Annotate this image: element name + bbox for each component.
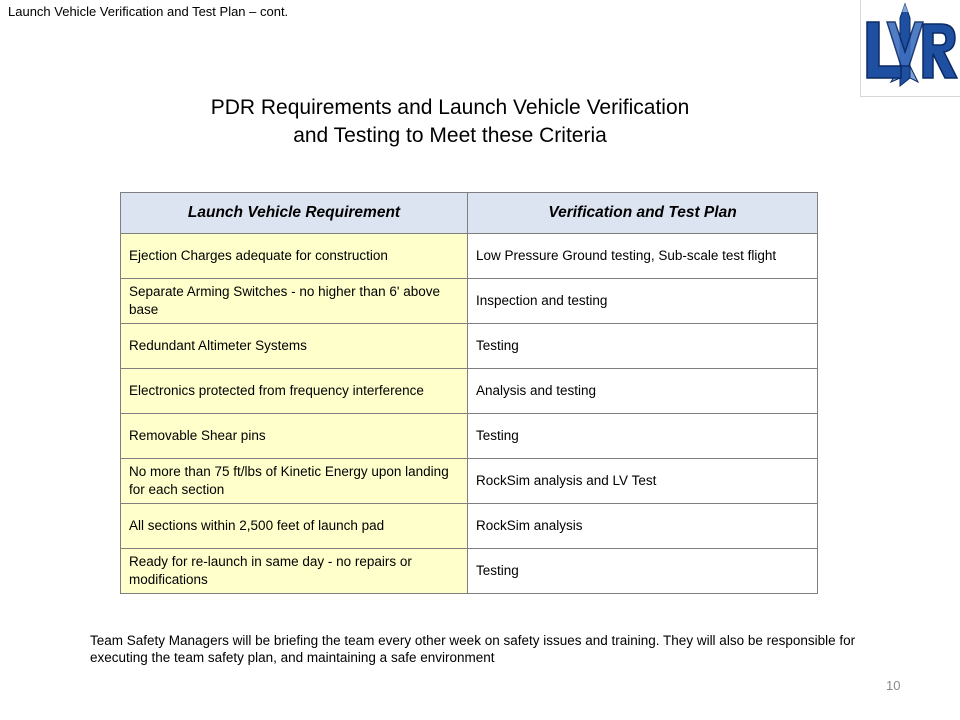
slide-header: Launch Vehicle Verification and Test Plan – cont. (8, 4, 289, 19)
requirement-cell: Redundant Altimeter Systems (121, 324, 468, 369)
column-header-plan: Verification and Test Plan (468, 193, 818, 234)
table-row (121, 324, 818, 369)
table-row (121, 504, 818, 549)
page-number: 10 (886, 678, 901, 693)
slide-title-line-2: and Testing to Meet these Criteria (293, 124, 607, 147)
safety-note: Team Safety Managers will be briefing the team every other week on safety issues and training. They will also be responsible for executing the team safety plan, and maintaining a safe environment (90, 633, 856, 665)
requirements-table (120, 192, 818, 594)
slide-title-line-1: PDR Requirements and Launch Vehicle Verification (210, 96, 690, 119)
plan-cell: Analysis and testing (468, 369, 818, 414)
table-row (121, 279, 818, 324)
plan-cell: Testing (468, 414, 818, 459)
table-row (121, 234, 818, 279)
table-row (121, 369, 818, 414)
requirement-cell: No more than 75 ft/lbs of Kinetic Energy upon landing for each section (121, 459, 468, 504)
table-row (121, 459, 818, 504)
table-row (121, 414, 818, 459)
requirement-cell: Separate Arming Switches - no higher than 6' above base (121, 279, 468, 324)
requirement-cell: Ejection Charges adequate for construction (121, 234, 468, 279)
requirement-cell: Ready for re-launch in same day - no repairs or modifications (121, 549, 468, 594)
plan-cell: RockSim analysis and LV Test (468, 459, 818, 504)
slide-title (150, 94, 750, 150)
table-header-row (121, 193, 818, 234)
plan-cell: Low Pressure Ground testing, Sub-scale test flight (468, 234, 818, 279)
rocket-logo-icon (861, 0, 960, 96)
table-row (121, 549, 818, 594)
plan-cell: Testing (468, 549, 818, 594)
requirement-cell: Removable Shear pins (121, 414, 468, 459)
requirement-cell: Electronics protected from frequency interference (121, 369, 468, 414)
plan-cell: Inspection and testing (468, 279, 818, 324)
plan-cell: RockSim analysis (468, 504, 818, 549)
requirement-cell: All sections within 2,500 feet of launch pad (121, 504, 468, 549)
lvr-logo (860, 0, 960, 97)
plan-cell: Testing (468, 324, 818, 369)
column-header-requirement: Launch Vehicle Requirement (121, 193, 468, 234)
